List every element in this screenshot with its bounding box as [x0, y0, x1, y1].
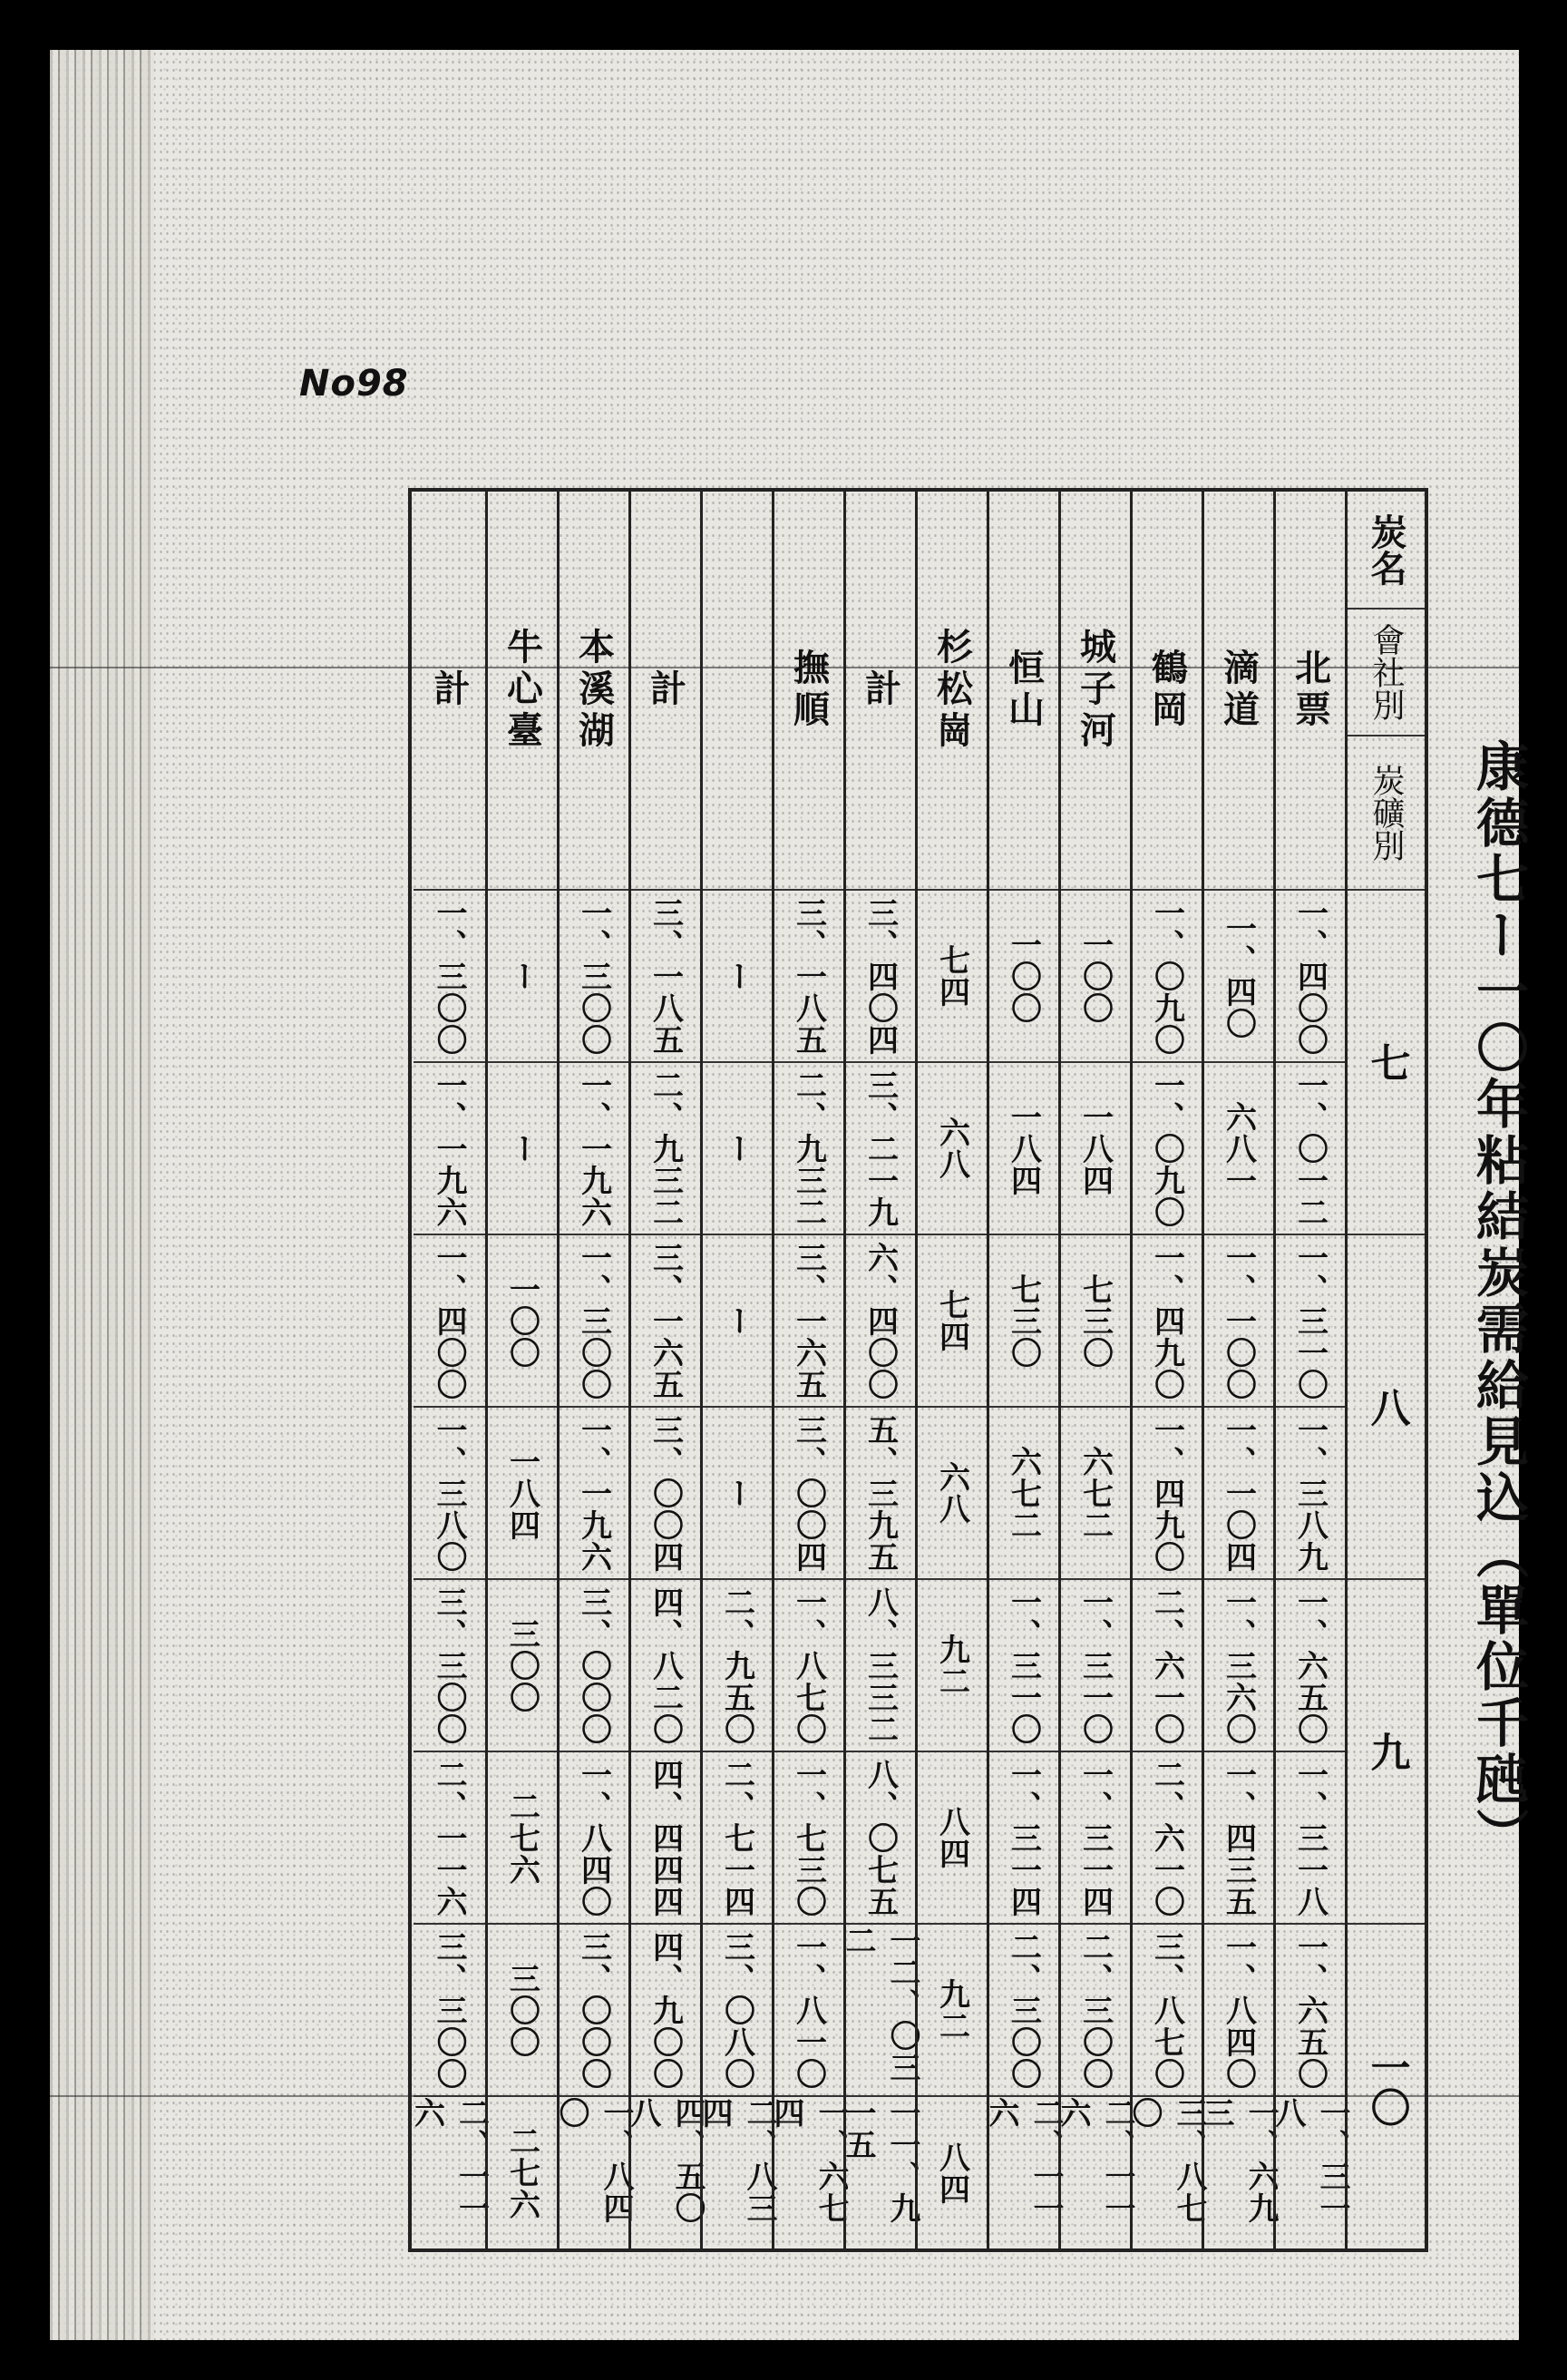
table-cell: ー — [703, 1408, 772, 1580]
table-cell: 二、一一六 — [414, 1752, 485, 1925]
table-cell: 五、三九五 — [846, 1408, 915, 1580]
table-cell: 一、四〇 — [1204, 891, 1273, 1063]
table-cell: 二、一一六 — [1055, 2097, 1135, 2224]
table-cell: 一、六五〇 — [1276, 1925, 1345, 2097]
table-cell: 三、八七〇 — [1133, 1925, 1202, 2097]
table-cell: 三、〇〇〇 — [560, 1580, 628, 1752]
table-cell: ー — [488, 1063, 557, 1235]
table-cell: 一、〇九〇 — [1133, 891, 1202, 1063]
table-cell: 一、四三五 — [1204, 1752, 1273, 1925]
table-cell: ー — [703, 891, 772, 1063]
table-cell: 三、〇〇〇 — [560, 1925, 628, 2097]
table-cell: ー — [703, 1235, 772, 1408]
table-cell: 一、三一〇 — [989, 1580, 1058, 1752]
corner-label-mine: 炭礦別 — [1348, 736, 1425, 891]
table-cell: 九二 — [918, 1580, 987, 1752]
table-cell: 二、三〇〇 — [989, 1925, 1058, 2097]
table-cell: 六七二 — [989, 1408, 1058, 1580]
table-cell: 一、三六〇 — [1204, 1580, 1273, 1752]
table-cell: 二七六 — [488, 1752, 557, 1925]
table-cell: 一八四 — [989, 1063, 1058, 1235]
mine-name: 計 — [631, 492, 700, 891]
mine-name: 撫順 — [774, 492, 843, 891]
table-row — [553, 492, 634, 2248]
table-cell: 三、〇八〇 — [703, 1925, 772, 2097]
table-cell: 六八一 — [1204, 1063, 1273, 1235]
table-cell: 八、三三二 — [846, 1580, 915, 1752]
table-cell: 七四 — [918, 1235, 987, 1408]
table-cell: 八四 — [918, 1752, 987, 1925]
table-row — [696, 492, 777, 2248]
table-cell: 三、一八五 — [631, 891, 700, 1063]
table-cell: 二、一一六 — [983, 2097, 1064, 2224]
table-cell: 四、九〇〇 — [631, 1925, 700, 2097]
table-row — [408, 492, 490, 2248]
table-cell: 一、一九六 — [560, 1408, 628, 1580]
table-cell: 三、二一九 — [846, 1063, 915, 1235]
table-cell: 三、三〇〇 — [414, 1580, 485, 1752]
table-cell: 一、四九〇 — [1133, 1235, 1202, 1408]
table-row — [915, 492, 987, 2248]
table-cell: 一〇〇 — [1061, 891, 1130, 1063]
table-cell: 二、六一〇 — [1133, 1752, 1202, 1925]
table-cell: 一、八四〇 — [560, 1752, 628, 1925]
table-cell: 六八 — [918, 1408, 987, 1580]
table-cell: 二、九三二 — [774, 1063, 843, 1235]
table-cell: 三、一六五 — [631, 1235, 700, 1408]
table-cell: 二、九五〇 — [703, 1580, 772, 1752]
table-cell: 二、三〇〇 — [1061, 1925, 1130, 2097]
table-cell: 一、三〇〇 — [560, 1235, 628, 1408]
table-cell: 二、七一四 — [703, 1752, 772, 1925]
table-cell: 七三〇 — [989, 1235, 1058, 1408]
table-cell: 二、九三二 — [631, 1063, 700, 1235]
table-cell: 三、〇〇四 — [774, 1408, 843, 1580]
table-cell: 三〇〇 — [488, 1580, 557, 1752]
table-cell: 一、三一〇 — [1276, 1235, 1345, 1408]
mine-name: 牛心臺 — [488, 492, 557, 891]
table-row — [625, 492, 706, 2248]
table-cell: 九二 — [918, 1925, 987, 2097]
table-cell: 一、八七〇 — [774, 1580, 843, 1752]
table-cell: 八、〇七五 — [846, 1752, 915, 1925]
table-cell: 三、四〇四 — [846, 891, 915, 1063]
table-row — [840, 492, 920, 2248]
table-cell: 一、一〇四 — [1204, 1408, 1273, 1580]
table-cell: 二、一一六 — [408, 2097, 490, 2224]
table-cell: 一、三一四 — [989, 1752, 1058, 1925]
page-title: 康德七ー一〇年粘結炭需給見込（單位千瓲） — [1467, 739, 1529, 1864]
mine-name: 計 — [846, 492, 915, 891]
table-cell: 一、六九三 — [1198, 2097, 1279, 2224]
corner-label-top: 炭名 — [1348, 492, 1425, 610]
header-column — [1345, 492, 1425, 2248]
mine-name: 杉松崗 — [918, 492, 987, 891]
table-row — [485, 492, 557, 2248]
table-cell: 一二、〇三二 — [846, 1925, 915, 2097]
mine-name: 鶴岡 — [1133, 492, 1202, 891]
table-cell: 三、〇〇四 — [631, 1408, 700, 1580]
table-row — [1270, 492, 1350, 2248]
table-cell: ー — [488, 891, 557, 1063]
table-cell: ー — [703, 1063, 772, 1235]
mine-name — [703, 492, 772, 891]
table-cell: 一、六七四 — [768, 2097, 849, 2224]
table-cell: 三、八七〇 — [1126, 2097, 1207, 2224]
mine-name: 計 — [414, 492, 485, 891]
table-cell: 一、〇一二 — [1276, 1063, 1345, 1235]
table-cell: 一、三一八 — [1276, 1752, 1345, 1925]
mine-name: 本溪湖 — [560, 492, 628, 891]
page-stack-edge — [50, 50, 154, 2340]
table-row — [1126, 492, 1207, 2248]
table-cell: 七四 — [918, 891, 987, 1063]
table-cell: 三〇〇 — [488, 1925, 557, 2097]
year-8: 八 — [1348, 1235, 1425, 1580]
table-cell: 一、三〇〇 — [560, 891, 628, 1063]
table-cell: 一、一〇〇 — [1204, 1235, 1273, 1408]
table-cell: 一、三一八 — [1270, 2097, 1350, 2224]
table-cell: 一、六五〇 — [1276, 1580, 1345, 1752]
mine-name: 城子河 — [1061, 492, 1130, 891]
table-cell: 二、六一〇 — [1133, 1580, 1202, 1752]
mine-name: 滴道 — [1204, 492, 1273, 891]
table-cell: 一一、九一五 — [840, 2097, 920, 2224]
table-cell: 一、四〇〇 — [1276, 891, 1345, 1063]
table-cell: 四、八二〇 — [631, 1580, 700, 1752]
table-cell: 四、五〇八 — [625, 2097, 706, 2224]
mine-name: 北票 — [1276, 492, 1345, 891]
table-cell: 四、四四四 — [631, 1752, 700, 1925]
year-10: 一〇 — [1363, 2046, 1410, 2127]
table-cell: 一、四九〇 — [1133, 1408, 1202, 1580]
table-row — [983, 492, 1064, 2248]
table-cell: 一、八四〇 — [553, 2097, 634, 2224]
year-9: 九 — [1348, 1580, 1425, 1925]
table-cell: 一、三一〇 — [1061, 1580, 1130, 1752]
table-cell: 一、一九六 — [414, 1063, 485, 1235]
table-cell: 六七二 — [1061, 1408, 1130, 1580]
document-page — [50, 50, 1529, 2340]
coal-supply-table — [408, 488, 1428, 2252]
document-number: No98 — [299, 363, 409, 405]
table-cell: 一、〇九〇 — [1133, 1063, 1202, 1235]
table-cell: 一、四〇〇 — [414, 1235, 485, 1408]
table-cell: 三、三〇〇 — [414, 1925, 485, 2097]
table-cell: 一〇〇 — [488, 1235, 557, 1408]
table-cell: 一、三八九 — [1276, 1408, 1345, 1580]
table-cell: 八四 — [933, 2141, 970, 2205]
table-cell: 一、三八〇 — [414, 1408, 485, 1580]
table-row — [768, 492, 849, 2248]
table-cell: 一、三〇〇 — [414, 891, 485, 1063]
table-cell: 三、一六五 — [774, 1235, 843, 1408]
table-cell: 一、八四〇 — [1204, 1925, 1273, 2097]
table-cell: 三、一八五 — [774, 891, 843, 1063]
table-cell: 二七六 — [503, 2125, 540, 2220]
table-cell: 一、七三〇 — [774, 1752, 843, 1925]
table-row — [1055, 492, 1135, 2248]
table-cell: 七三〇 — [1061, 1235, 1130, 1408]
table-cell: 一、一九六 — [560, 1063, 628, 1235]
table-cell: 一八四 — [1061, 1063, 1130, 1235]
corner-label-company: 會社別 — [1348, 610, 1425, 736]
table-cell: 六、四〇〇 — [846, 1235, 915, 1408]
table-row — [1198, 492, 1279, 2248]
table-cell: 一、三一四 — [1061, 1752, 1130, 1925]
table-cell: 六八 — [918, 1063, 987, 1235]
mine-name: 恒山 — [989, 492, 1058, 891]
table-cell: 二、八三四 — [696, 2097, 777, 2224]
table-cell: 一〇〇 — [989, 891, 1058, 1063]
table-cell: 一、八一〇 — [774, 1925, 843, 2097]
year-7: 七 — [1348, 891, 1425, 1235]
table-cell: 一八四 — [488, 1408, 557, 1580]
